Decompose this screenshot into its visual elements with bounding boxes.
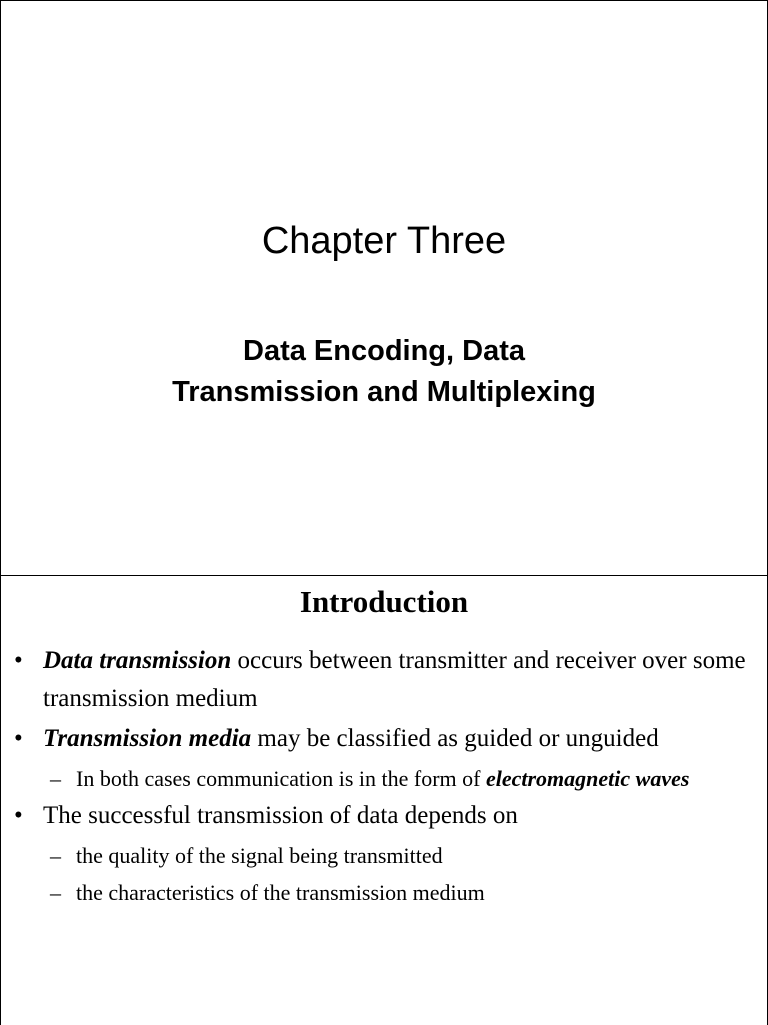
bullet-text: may be classified as guided or unguided	[251, 725, 659, 752]
chapter-title: Chapter Three	[261, 220, 507, 262]
sub-bullet-text: In both cases communication is in the form of	[76, 766, 486, 791]
sub-bullet-text: the quality of the signal being transmitted	[76, 843, 443, 868]
sub-bullet-marker: –	[50, 880, 61, 905]
bullet-item	[1, 642, 767, 718]
sub-bullet-emphasis: electromagnetic waves	[485, 766, 690, 791]
chapter-subtitle-line2: Transmission and Multiplexing	[172, 376, 596, 408]
sub-bullet-marker: –	[50, 843, 61, 868]
bullet-text: occurs between transmitter and receiver over some transmission medium	[43, 647, 746, 712]
slide-title: Introduction	[299, 584, 469, 619]
sub-bullet-text: the characteristics of the transmission medium	[76, 880, 485, 905]
bullet-item	[1, 797, 767, 835]
sub-bullet-item	[1, 837, 767, 874]
sub-bullet-item	[1, 760, 767, 797]
chapter-subtitle	[1, 331, 767, 413]
bullet-emphasis: Data transmission	[43, 647, 232, 674]
introduction-slide	[0, 575, 768, 1025]
chapter-subtitle-line1: Data Encoding, Data	[243, 335, 525, 367]
bullet-marker: •	[14, 725, 23, 752]
sub-bullet-marker: –	[50, 766, 61, 791]
bullet-text: The successful transmission of data depends on	[43, 802, 518, 829]
bullet-marker: •	[14, 802, 23, 829]
bullet-marker: •	[14, 647, 23, 674]
bullet-list	[1, 642, 767, 911]
bullet-emphasis: Transmission media	[43, 725, 252, 752]
bullet-item	[1, 720, 767, 758]
sub-bullet-item	[1, 874, 767, 911]
